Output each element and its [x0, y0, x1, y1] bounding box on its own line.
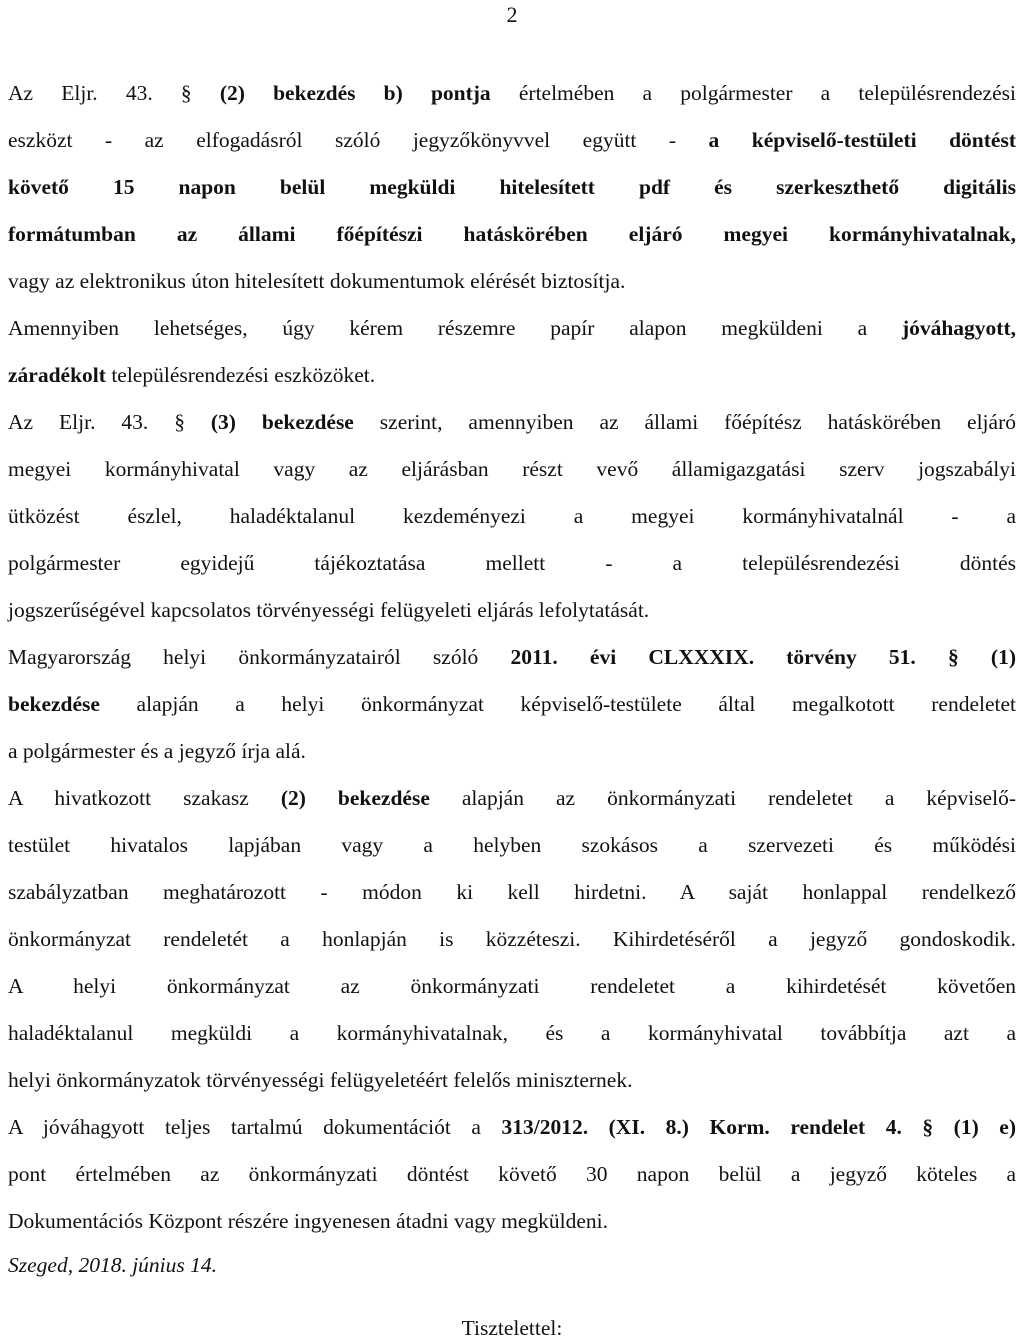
text-line: [8, 446, 1016, 493]
bold-text: (2) bekezdés b) pontja: [219, 81, 491, 105]
bold-text: (2) bekezdése: [280, 786, 430, 810]
text-run: Az Eljr. 43. §: [8, 410, 211, 434]
bold-text: 313/2012. (XI. 8.) Korm. rendelet 4. § (1) e): [501, 1115, 1016, 1139]
paragraph: [8, 70, 1016, 305]
text-line: [8, 963, 1016, 1010]
bold-text: követő 15 napon belül megküldi hitelesített pdf és szerkeszthető digitális: [8, 175, 1016, 199]
paragraph: [8, 634, 1016, 775]
text-line: [8, 1198, 1016, 1245]
paragraph: [8, 1104, 1016, 1245]
text-run: értelmében a polgármester a településrendezési: [490, 81, 1016, 105]
text-line: [8, 258, 1016, 305]
text-run: A helyi önkormányzat az önkormányzati rendeletet a kihirdetését követően: [8, 974, 1016, 998]
text-run: ütközést észlel, haladéktalanul kezdeményezi a megyei kormányhivatalnál - a: [8, 504, 1016, 528]
letter-body: [8, 70, 1016, 1285]
text-run: megyei kormányhivatal vagy az eljárásban részt vevő államigazgatási szerv jogszabályi: [8, 457, 1016, 481]
paragraph: [8, 775, 1016, 963]
text-run: önkormányzat rendeletét a honlapján is közzéteszi. Kihirdetéséről a jegyző gondoskodik.: [8, 927, 1016, 951]
text-run: pont értelmében az önkormányzati döntést követő 30 napon belül a jegyző köteles a: [8, 1162, 1016, 1186]
text-line: [8, 634, 1016, 681]
text-line: [8, 305, 1016, 352]
text-line: [8, 493, 1016, 540]
bold-text: 2011. évi CLXXXIX. törvény 51. § (1): [510, 645, 1016, 669]
text-line: [8, 681, 1016, 728]
closing-salutation: Tisztelettel:: [461, 1316, 563, 1340]
text-line: [8, 1057, 1016, 1104]
text-run: jogszerűségével kapcsolatos törvényességi felügyeleti eljárás lefolytatását.: [8, 598, 650, 622]
bold-text: bekezdése: [8, 692, 100, 716]
text-run: testület hivatalos lapjában vagy a helyben szokásos a szervezeti és működési: [8, 833, 1016, 857]
text-run: polgármester egyidejű tájékoztatása mellett - a településrendezési döntés: [8, 551, 1016, 575]
text-line: [8, 164, 1016, 211]
text-line: [8, 1104, 1016, 1151]
text-run: a polgármester és a jegyző írja alá.: [8, 739, 306, 763]
text-line: [8, 540, 1016, 587]
text-line: [8, 916, 1016, 963]
text-line: [8, 211, 1016, 258]
text-line: [8, 728, 1016, 775]
text-line: [8, 587, 1016, 634]
bold-text: záradékolt: [8, 363, 106, 387]
text-run: Amennyiben lehetséges, úgy kérem részemre papír alapon megküldeni a: [8, 316, 902, 340]
text-run: vagy az elektronikus úton hitelesített dokumentumok elérését biztosítja.: [8, 269, 626, 293]
text-run: szerint, amennyiben az állami főépítész hatáskörében eljáró: [353, 410, 1016, 434]
text-line: [8, 70, 1016, 117]
text-run: A jóváhagyott teljes tartalmú dokumentációt a: [8, 1115, 502, 1139]
bold-text: (3) bekezdése: [210, 410, 354, 434]
text-line: [8, 1151, 1016, 1198]
paragraph: [8, 963, 1016, 1104]
text-run: eszközt - az elfogadásról szóló jegyzőkönyvvel együtt -: [8, 128, 709, 152]
text-run: Magyarország helyi önkormányzatairól szóló: [8, 645, 511, 669]
bold-text: jóváhagyott,: [901, 316, 1016, 340]
text-run: településrendezési eszközöket.: [105, 363, 376, 387]
text-line: [8, 775, 1016, 822]
text-line: [8, 1010, 1016, 1057]
text-run: Az Eljr. 43. §: [8, 81, 220, 105]
bold-text: a képviselő-testületi döntést: [708, 128, 1016, 152]
text-run: helyi önkormányzatok törvényességi felügyeletéért felelős miniszternek.: [8, 1068, 633, 1092]
date-line: Szeged, 2018. június 14.: [8, 1253, 218, 1277]
bold-text: formátumban az állami főépítészi hatáskörében eljáró megyei kormányhivatalnak,: [8, 222, 1016, 246]
text-run: A hivatkozott szakasz: [8, 786, 281, 810]
text-run: alapján a helyi önkormányzat képviselő-testülete által megalkotott rendeletet: [99, 692, 1016, 716]
paragraph: [8, 305, 1016, 399]
text-line: [8, 352, 1016, 399]
paragraph: [8, 399, 1016, 634]
text-run: haladéktalanul megküldi a kormányhivatalnak, és a kormányhivatal továbbítja azt a: [8, 1021, 1016, 1045]
page-number: 2: [506, 2, 518, 27]
text-line: [8, 399, 1016, 446]
text-run: Dokumentációs Központ részére ingyenesen átadni vagy megküldeni.: [8, 1209, 609, 1233]
text-line: [8, 869, 1016, 916]
text-run: alapján az önkormányzati rendeletet a képviselő-: [429, 786, 1016, 810]
text-run: szabályzatban meghatározott - módon ki kell hirdetni. A saját honlappal rendelkező: [8, 880, 1016, 904]
text-line: [8, 822, 1016, 869]
text-line: [8, 117, 1016, 164]
